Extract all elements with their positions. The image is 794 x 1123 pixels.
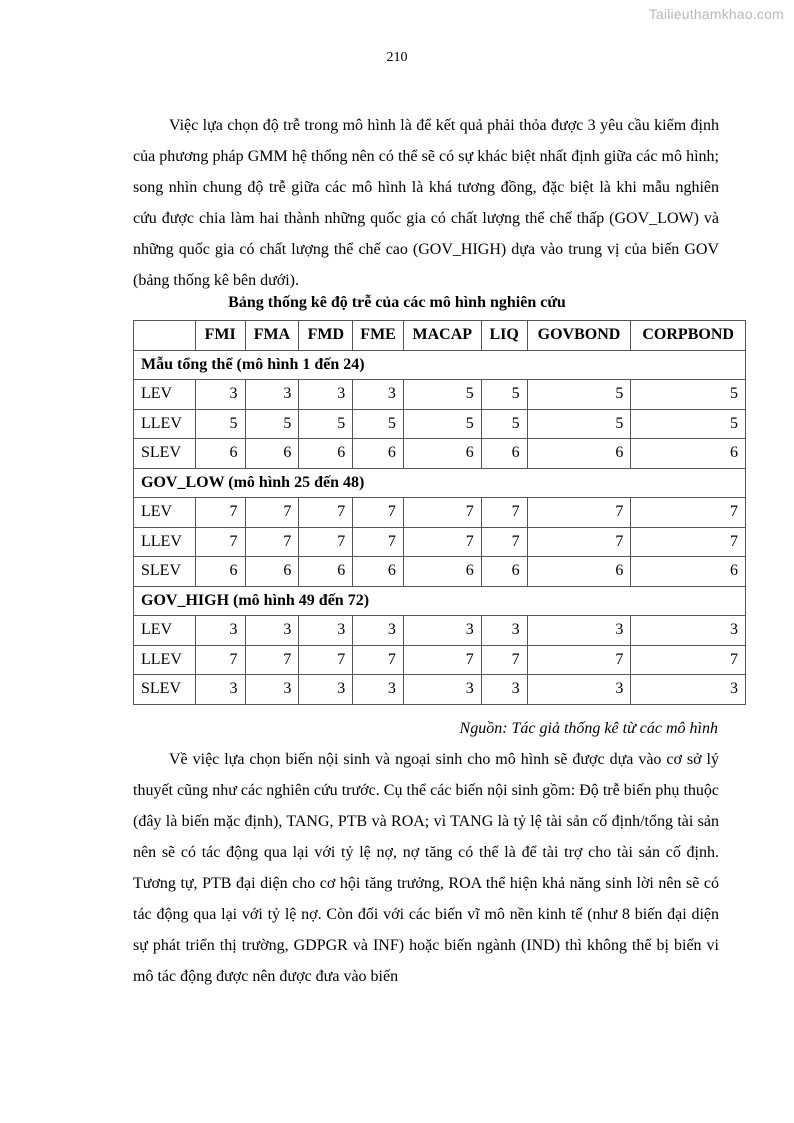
page-number: 210 — [386, 50, 408, 65]
lag-value-cell: 7 — [353, 527, 404, 557]
lag-value-cell: 6 — [195, 557, 245, 587]
group-title: GOV_LOW (mô hình 25 đến 48) — [134, 468, 746, 498]
lag-value-cell: 3 — [299, 616, 353, 646]
lag-value-cell: 6 — [245, 557, 299, 587]
table-source-note: Nguồn: Tác giả thống kê từ các mô hình — [459, 720, 718, 737]
header-cell: FMI — [195, 321, 245, 351]
lag-value-cell: 5 — [245, 409, 299, 439]
row-label: SLEV — [134, 439, 196, 469]
table-row — [134, 409, 746, 439]
lag-value-cell: 7 — [631, 527, 746, 557]
lag-value-cell: 7 — [195, 645, 245, 675]
lag-value-cell: 7 — [403, 527, 481, 557]
lag-value-cell: 7 — [195, 498, 245, 528]
lag-value-cell: 5 — [527, 409, 631, 439]
lag-value-cell: 6 — [299, 439, 353, 469]
lag-value-cell: 7 — [481, 527, 527, 557]
table-row — [134, 498, 746, 528]
lag-value-cell: 3 — [245, 675, 299, 705]
lag-value-cell: 3 — [299, 675, 353, 705]
lag-value-cell: 3 — [403, 616, 481, 646]
lag-value-cell: 6 — [481, 557, 527, 587]
header-cell: CORPBOND — [631, 321, 746, 351]
table-row — [134, 645, 746, 675]
table-group-row — [134, 586, 746, 616]
lag-value-cell: 5 — [403, 409, 481, 439]
lag-value-cell: 7 — [299, 527, 353, 557]
lag-value-cell: 3 — [631, 675, 746, 705]
group-title: Mẫu tổng thể (mô hình 1 đến 24) — [134, 350, 746, 380]
lag-value-cell: 6 — [481, 439, 527, 469]
lag-value-cell: 5 — [353, 409, 404, 439]
lag-value-cell: 7 — [299, 645, 353, 675]
lag-value-cell: 6 — [631, 439, 746, 469]
group-title: GOV_HIGH (mô hình 49 đến 72) — [134, 586, 746, 616]
table-row — [134, 380, 746, 410]
table-row — [134, 439, 746, 469]
table-group-row — [134, 468, 746, 498]
lag-value-cell: 7 — [481, 498, 527, 528]
row-label: LEV — [134, 380, 196, 410]
lag-value-cell: 6 — [631, 557, 746, 587]
lag-value-cell: 3 — [481, 616, 527, 646]
lag-value-cell: 7 — [631, 645, 746, 675]
table-row — [134, 557, 746, 587]
lag-value-cell: 5 — [631, 409, 746, 439]
lag-value-cell: 5 — [481, 380, 527, 410]
paragraph-variables: Về việc lựa chọn biến nội sinh và ngoại sinh cho mô hình sẽ được dựa vào cơ sở lý thuyết cũng như các nghiên cứu trước. Cụ thể các biến nội sinh gồm: Độ trễ biến phụ thuộc (đây là biến mặc định), TANG, PTB và ROA; vì TANG là tỷ lệ tài sản cố định/tổng tài sản nên sẽ có tác động qua lại với tỷ lệ nợ, nợ tăng có thể là để tài trợ cho tài sản cố định. Tương tự, PTB đại diện cho cơ hội tăng trưởng, ROA thể hiện khả năng sinh lời nên sẽ có tác động qua lại với tỷ lệ nợ. Còn đối với các biến vĩ mô nền kinh tế (như 8 biến đại diện sự phát triển thị trường, GDPGR và INF) hoặc biến ngành (IND) thì không thể bị biến vi mô tác động được nên được đưa vào biến — [133, 751, 719, 985]
lag-value-cell: 7 — [245, 527, 299, 557]
lag-value-cell: 7 — [527, 645, 631, 675]
lag-value-cell: 6 — [245, 439, 299, 469]
lag-value-cell: 3 — [299, 380, 353, 410]
header-cell: MACAP — [403, 321, 481, 351]
lag-value-cell: 5 — [195, 409, 245, 439]
lag-value-cell: 3 — [245, 616, 299, 646]
table-row — [134, 616, 746, 646]
lag-value-cell: 6 — [353, 439, 404, 469]
lag-value-cell: 3 — [195, 616, 245, 646]
lag-value-cell: 5 — [631, 380, 746, 410]
header-cell: FME — [353, 321, 404, 351]
lag-value-cell: 7 — [245, 645, 299, 675]
lag-value-cell: 6 — [527, 439, 631, 469]
lag-value-cell: 3 — [353, 616, 404, 646]
header-cell: GOVBOND — [527, 321, 631, 351]
lag-value-cell: 6 — [403, 439, 481, 469]
lag-value-cell: 3 — [631, 616, 746, 646]
lag-value-cell: 3 — [195, 675, 245, 705]
watermark: Tailieuthamkhao.com — [648, 6, 784, 22]
lag-value-cell: 7 — [353, 645, 404, 675]
table-caption: Bảng thống kê độ trễ của các mô hình nghiên cứu — [228, 294, 566, 311]
lag-value-cell: 7 — [481, 645, 527, 675]
lag-value-cell: 7 — [527, 498, 631, 528]
header-cell: LIQ — [481, 321, 527, 351]
lag-value-cell: 6 — [353, 557, 404, 587]
lag-value-cell: 6 — [195, 439, 245, 469]
lag-value-cell: 3 — [353, 380, 404, 410]
table-group-row — [134, 350, 746, 380]
row-label: LLEV — [134, 645, 196, 675]
lag-value-cell: 5 — [299, 409, 353, 439]
table-row — [134, 527, 746, 557]
lag-value-cell: 3 — [195, 380, 245, 410]
lag-value-cell: 7 — [631, 498, 746, 528]
lag-value-cell: 6 — [527, 557, 631, 587]
lag-value-cell: 7 — [527, 527, 631, 557]
lag-value-cell: 3 — [353, 675, 404, 705]
header-cell — [134, 321, 196, 351]
lag-value-cell: 5 — [481, 409, 527, 439]
paragraph-intro: Việc lựa chọn độ trễ trong mô hình là để kết quả phải thỏa được 3 yêu cầu kiểm định của phương pháp GMM hệ thống nên có thể sẽ có sự khác biệt nhất định giữa các mô hình; song nhìn chung độ trễ giữa các mô hình là khá tương đồng, đặc biệt là khi mẫu nghiên cứu được chia làm hai thành những quốc gia có chất lượng thể chế thấp (GOV_LOW) và những quốc gia có chất lượng thể chế cao (GOV_HIGH) dựa vào trung vị của biến GOV (bảng thống kê bên dưới). — [133, 117, 719, 289]
table-row — [134, 675, 746, 705]
lag-value-cell: 6 — [299, 557, 353, 587]
header-cell: FMD — [299, 321, 353, 351]
lag-value-cell: 7 — [195, 527, 245, 557]
lag-value-cell: 3 — [403, 675, 481, 705]
lag-value-cell: 3 — [527, 616, 631, 646]
lag-statistics-table — [133, 320, 746, 705]
row-label: LLEV — [134, 409, 196, 439]
lag-value-cell: 5 — [527, 380, 631, 410]
lag-value-cell: 3 — [527, 675, 631, 705]
lag-value-cell: 7 — [403, 645, 481, 675]
lag-value-cell: 6 — [403, 557, 481, 587]
table-header-row — [134, 321, 746, 351]
row-label: LEV — [134, 498, 196, 528]
row-label: LLEV — [134, 527, 196, 557]
row-label: LEV — [134, 616, 196, 646]
lag-value-cell: 7 — [245, 498, 299, 528]
lag-value-cell: 7 — [299, 498, 353, 528]
lag-value-cell: 3 — [245, 380, 299, 410]
lag-value-cell: 7 — [403, 498, 481, 528]
row-label: SLEV — [134, 675, 196, 705]
row-label: SLEV — [134, 557, 196, 587]
lag-value-cell: 7 — [353, 498, 404, 528]
header-cell: FMA — [245, 321, 299, 351]
lag-value-cell: 5 — [403, 380, 481, 410]
lag-value-cell: 3 — [481, 675, 527, 705]
